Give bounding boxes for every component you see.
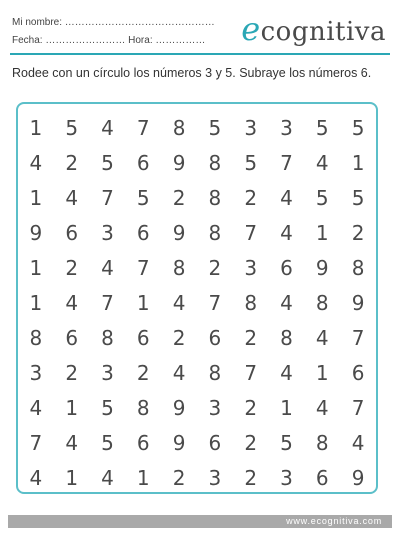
grid-row [18, 390, 376, 425]
grid-number[interactable]: 2 [244, 395, 258, 420]
grid-number[interactable]: 5 [208, 115, 222, 140]
grid-number[interactable]: 7 [136, 255, 150, 280]
grid-number[interactable]: 2 [172, 185, 186, 210]
grid-row [18, 320, 376, 355]
grid-number[interactable]: 4 [172, 360, 186, 385]
grid-number[interactable]: 5 [101, 150, 114, 175]
grid-number[interactable]: 3 [280, 465, 293, 490]
grid-number[interactable]: 2 [172, 325, 186, 350]
grid-number[interactable]: 3 [208, 395, 222, 420]
grid-row [18, 110, 376, 145]
grid-number[interactable]: 8 [172, 115, 186, 140]
grid-number[interactable]: 9 [172, 150, 186, 175]
grid-number[interactable]: 4 [29, 395, 43, 420]
grid-number[interactable]: 2 [244, 325, 258, 350]
grid-number[interactable]: 4 [280, 185, 293, 210]
grid-row [18, 180, 376, 215]
grid-number[interactable]: 9 [172, 220, 186, 245]
footer-bar [8, 515, 392, 528]
date-blank[interactable]: …………………… [45, 35, 126, 46]
grid-number[interactable]: 5 [244, 150, 258, 175]
header-divider [10, 53, 390, 55]
grid-number[interactable]: 7 [101, 290, 114, 315]
grid-number[interactable]: 1 [136, 465, 150, 490]
grid-number[interactable]: 4 [101, 255, 114, 280]
date-label: Fecha: [12, 35, 43, 46]
grid-number[interactable]: 8 [172, 255, 186, 280]
grid-number[interactable]: 4 [65, 430, 79, 455]
grid-number[interactable]: 4 [101, 465, 114, 490]
grid-row [18, 145, 376, 180]
grid-number[interactable]: 1 [29, 255, 43, 280]
grid-number[interactable]: 6 [208, 325, 222, 350]
grid-number[interactable]: 6 [136, 150, 150, 175]
grid-number[interactable]: 9 [172, 395, 186, 420]
grid-number[interactable]: 8 [315, 290, 329, 315]
grid-number[interactable]: 3 [101, 220, 114, 245]
grid-number[interactable]: 1 [280, 395, 293, 420]
grid-number[interactable]: 3 [29, 360, 43, 385]
grid-number[interactable]: 1 [29, 290, 43, 315]
grid-number[interactable]: 7 [244, 220, 258, 245]
grid-number[interactable]: 2 [351, 220, 365, 245]
grid-number[interactable]: 4 [280, 360, 293, 385]
number-grid-box [16, 102, 378, 494]
grid-number[interactable]: 5 [351, 115, 365, 140]
grid-number[interactable]: 5 [101, 395, 114, 420]
date-time-row [12, 32, 215, 50]
grid-number[interactable]: 9 [29, 220, 43, 245]
grid-number[interactable]: 4 [315, 395, 329, 420]
grid-number[interactable]: 7 [351, 395, 365, 420]
grid-number[interactable]: 7 [351, 325, 365, 350]
grid-number[interactable]: 2 [244, 185, 258, 210]
grid-number[interactable]: 4 [65, 290, 79, 315]
grid-number[interactable]: 9 [351, 290, 365, 315]
grid-number[interactable]: 1 [136, 290, 150, 315]
grid-number[interactable]: 6 [136, 220, 150, 245]
grid-number[interactable]: 5 [351, 185, 365, 210]
grid-row [18, 285, 376, 320]
time-blank[interactable]: …………… [155, 35, 206, 46]
grid-number[interactable]: 2 [244, 430, 258, 455]
grid-number[interactable]: 9 [172, 430, 186, 455]
footer-url: www.ecognitiva.com [286, 516, 382, 526]
grid-number[interactable]: 6 [315, 465, 329, 490]
grid-number[interactable]: 4 [101, 115, 114, 140]
grid-number[interactable]: 7 [244, 360, 258, 385]
grid-number[interactable]: 8 [208, 360, 222, 385]
grid-number[interactable]: 2 [65, 150, 79, 175]
grid-number[interactable]: 4 [280, 220, 293, 245]
grid-number[interactable]: 7 [101, 185, 114, 210]
grid-number[interactable]: 5 [65, 115, 79, 140]
name-label: Mi nombre: [12, 17, 63, 28]
grid-row [18, 425, 376, 460]
grid-number[interactable]: 1 [65, 395, 79, 420]
grid-number[interactable]: 3 [244, 115, 258, 140]
grid-number[interactable]: 3 [208, 465, 222, 490]
grid-number[interactable]: 5 [315, 115, 329, 140]
grid-number[interactable]: 8 [280, 325, 293, 350]
grid-number[interactable]: 4 [29, 150, 43, 175]
grid-number[interactable]: 1 [315, 220, 329, 245]
grid-number[interactable]: 5 [101, 430, 114, 455]
grid-number[interactable]: 1 [65, 465, 79, 490]
grid-number[interactable]: 5 [315, 185, 329, 210]
grid-number[interactable]: 1 [29, 185, 43, 210]
logo-text: cognitiva [260, 17, 386, 47]
grid-number[interactable]: 8 [208, 220, 222, 245]
grid-number[interactable]: 1 [315, 360, 329, 385]
grid-number[interactable]: 1 [351, 150, 365, 175]
grid-number[interactable]: 8 [29, 325, 43, 350]
grid-number[interactable]: 6 [136, 430, 150, 455]
grid-number[interactable]: 9 [351, 465, 365, 490]
grid-number[interactable]: 2 [136, 360, 150, 385]
grid-number[interactable]: 7 [29, 430, 43, 455]
logo-e: e [241, 10, 261, 48]
time-label: Hora: [128, 35, 153, 46]
grid-number[interactable]: 4 [351, 430, 365, 455]
grid-number[interactable]: 8 [208, 185, 222, 210]
grid-number[interactable]: 2 [244, 465, 258, 490]
grid-row [18, 460, 376, 495]
grid-row [18, 355, 376, 390]
grid-number[interactable]: 5 [136, 185, 150, 210]
grid-number[interactable]: 7 [136, 115, 150, 140]
grid-number[interactable]: 3 [280, 115, 293, 140]
grid-number[interactable]: 4 [315, 150, 329, 175]
grid-number[interactable]: 6 [351, 360, 365, 385]
number-grid [18, 110, 376, 495]
grid-number[interactable]: 2 [172, 465, 186, 490]
grid-row [18, 215, 376, 250]
grid-number[interactable]: 6 [280, 255, 293, 280]
grid-number[interactable]: 8 [101, 325, 114, 350]
grid-number[interactable]: 4 [29, 465, 43, 490]
grid-number[interactable]: 6 [136, 325, 150, 350]
grid-row [18, 250, 376, 285]
grid-number[interactable]: 7 [208, 290, 222, 315]
grid-number[interactable]: 4 [315, 325, 329, 350]
grid-number[interactable]: 8 [315, 430, 329, 455]
grid-number[interactable]: 5 [280, 430, 293, 455]
header-fields [12, 14, 215, 50]
grid-number[interactable]: 8 [244, 290, 258, 315]
grid-number[interactable]: 2 [65, 255, 79, 280]
instruction-text: Rodee con un círculo los números 3 y 5. Subraye los números 6. [12, 66, 372, 80]
grid-number[interactable]: 2 [208, 255, 222, 280]
grid-number[interactable]: 9 [315, 255, 329, 280]
ecognitiva-logo [241, 10, 386, 48]
grid-number[interactable]: 8 [136, 395, 150, 420]
grid-number[interactable]: 4 [65, 185, 79, 210]
name-blank[interactable]: ……………………………………… [64, 17, 215, 28]
grid-number[interactable]: 6 [208, 430, 222, 455]
grid-number[interactable]: 4 [172, 290, 186, 315]
grid-number[interactable]: 2 [65, 360, 79, 385]
grid-number[interactable]: 7 [280, 150, 293, 175]
grid-number[interactable]: 3 [244, 255, 258, 280]
grid-number[interactable]: 8 [208, 150, 222, 175]
name-field-row [12, 14, 215, 32]
grid-number[interactable]: 3 [101, 360, 114, 385]
grid-number[interactable]: 1 [29, 115, 43, 140]
grid-number[interactable]: 6 [65, 325, 79, 350]
grid-number[interactable]: 8 [351, 255, 365, 280]
grid-number[interactable]: 6 [65, 220, 79, 245]
grid-number[interactable]: 4 [280, 290, 293, 315]
